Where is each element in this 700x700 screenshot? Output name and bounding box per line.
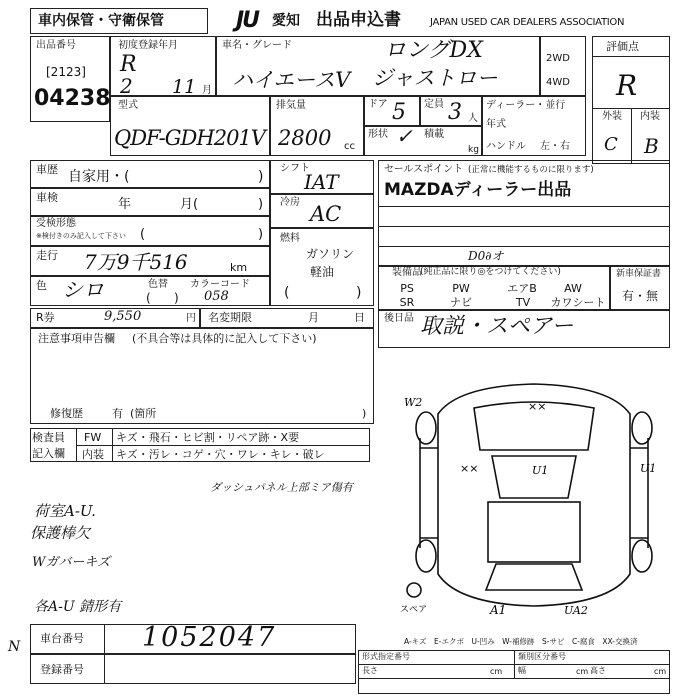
note-dash: ダッシュパネル上部ミア傷有	[210, 481, 353, 494]
rating-interior: B	[644, 134, 659, 158]
doors-value: 5	[392, 100, 406, 125]
registration-label: 登録番号	[40, 663, 84, 676]
namechange-day: 日	[354, 311, 365, 324]
dims-len-label: 長さ	[362, 666, 378, 675]
note-line4: 各A-U 錆形有	[34, 599, 122, 615]
note-line1: 荷室A-U.	[34, 502, 96, 520]
paint-open: (	[146, 291, 151, 305]
equip-navi: ナビ	[450, 296, 472, 309]
footer-marker: N	[8, 639, 21, 655]
salespoint-label: セールスポイント	[384, 164, 464, 175]
vehicle-damage-diagram	[396, 378, 670, 614]
fuel-open: (	[284, 285, 290, 301]
fuel-label: 燃料	[280, 233, 300, 244]
notes-label: 注意事項申告欄	[38, 332, 115, 345]
history-label: 車歴	[36, 163, 58, 176]
dims-form-label: 形式指定番号	[362, 652, 410, 661]
dims-height-unit: cm	[654, 667, 667, 676]
diag-mark-u1a: U1	[532, 464, 549, 477]
notes-note: (不具合等は具体的に記入して下さい)	[132, 332, 317, 345]
dims-len-unit: cm	[490, 667, 503, 676]
dims-height-label: 高さ	[590, 666, 606, 675]
door-mark: D0∂オ	[468, 249, 504, 263]
namechange-month: 月	[308, 311, 319, 324]
diag-mark-xx1: ××	[528, 400, 547, 413]
rating-interior-label: 内装	[640, 111, 660, 122]
repair-detail: (箇所	[130, 407, 157, 420]
history-value: 自家用・(	[68, 169, 130, 185]
salespoint-note: (正常に機能するものに限ります)	[468, 165, 594, 175]
lot-number: 04238	[34, 86, 111, 111]
diag-mark-xx2: ××	[460, 462, 479, 475]
ju-logo: JU	[236, 8, 259, 33]
warranty-value: 有・無	[622, 289, 659, 303]
recycle-value: 9,550	[104, 309, 142, 324]
paint-close: )	[174, 291, 179, 305]
ac-value: AC	[310, 202, 342, 226]
inspector-interior-label: 内装	[82, 448, 104, 461]
history-close: )	[258, 169, 264, 185]
fuel-value: ガソリン	[306, 247, 355, 261]
dims-width-label: 幅	[518, 666, 526, 675]
damage-legend: A-キズ E-エクボ U-凹み W-補修跡 S-サビ C-腐食 XX-交換済	[404, 637, 638, 646]
equip-seat: カワシート	[550, 296, 606, 309]
equipment-label: 装備品	[392, 267, 422, 278]
chassis-label: 車台番号	[40, 632, 84, 645]
diag-mark-u1b: U1	[640, 462, 657, 475]
namechange-label: 名変期限	[208, 311, 252, 324]
car-grade-line1: ロングDX	[384, 38, 483, 63]
repair-close: )	[362, 407, 367, 420]
postfitted-value: 取説・スペアー	[420, 314, 574, 339]
chassis-value: 1052047	[142, 622, 277, 653]
inspection-label: 車検	[36, 191, 58, 204]
car-grade-line2: ジャストロー	[372, 66, 498, 90]
shape-label: 形状	[368, 129, 388, 140]
inspector-label1: 検査員	[32, 431, 65, 444]
equip-airbag: エアB	[507, 282, 537, 295]
repair-label: 修復歴	[50, 407, 83, 420]
equip-pw: PW	[452, 282, 470, 295]
dealer-label: ディーラー・並行	[486, 100, 566, 111]
diag-spare-label: スペア	[400, 605, 428, 614]
displacement-unit: cc	[344, 141, 355, 152]
shape-check: ✓	[396, 124, 413, 148]
colorcode-value: 058	[204, 289, 229, 304]
regform-label: 受検形態	[36, 218, 76, 229]
doors-label: ドア	[368, 99, 388, 110]
equip-tv: TV	[515, 296, 531, 309]
lot-bracket: [2123]	[46, 65, 86, 79]
note-line2: 保護棒欠	[30, 524, 91, 542]
note-line3: Wガバーキズ	[32, 555, 111, 570]
mileage-value: 7万9千516	[84, 250, 188, 274]
equipment-note: (純正品に限り◎をつけてください)	[420, 267, 561, 277]
inspector-fw-items: キズ・飛石・ヒビ割・リペア跡・X要	[116, 431, 300, 444]
rating-exterior-label: 外装	[602, 111, 622, 122]
load-label: 積載	[424, 129, 444, 140]
form-title: 出品申込書	[316, 10, 401, 30]
capacity-label: 定員	[424, 99, 444, 110]
rating-label: 評価点	[606, 40, 639, 53]
diag-mark-ua2: UA2	[564, 604, 588, 614]
storage-label: 車内保管・守衛保管	[38, 13, 164, 29]
inspection-month: 月(	[180, 197, 199, 212]
regform-note: ※検付きのみ記入して下さい	[36, 232, 126, 240]
equip-aw: AW	[564, 282, 582, 295]
inspector-label2: 記入欄	[32, 447, 65, 460]
regform-close: )	[258, 227, 264, 242]
equip-ps: PS	[400, 282, 414, 295]
diag-mark-a1: A1	[490, 603, 507, 614]
first-reg-month-unit: 月	[202, 85, 212, 96]
capacity-unit: 人	[468, 113, 478, 124]
shift-value: IAT	[304, 170, 339, 194]
color-value: シロ	[62, 278, 104, 302]
colorcode-label: カラーコード	[190, 279, 250, 290]
mileage-unit: km	[230, 261, 248, 274]
regform-open: (	[140, 227, 146, 242]
car-name-value: ハイエースV	[232, 68, 351, 92]
fuel-close: )	[356, 285, 362, 301]
history-box	[30, 160, 270, 188]
repair-value: 有	[112, 407, 123, 420]
year-label: 年式	[486, 119, 506, 130]
dims-class-label: 類別区分番号	[518, 652, 566, 661]
drive-4wd: 4WD	[546, 77, 570, 88]
recycle-label: R券	[36, 311, 55, 324]
handle-value: 左・右	[540, 141, 570, 152]
inspector-fw-label: FW	[84, 431, 102, 444]
rating-exterior: C	[604, 134, 618, 155]
equip-sr: SR	[399, 296, 415, 309]
dims-width-unit: cm	[576, 667, 589, 676]
mileage-label: 走行	[36, 249, 58, 262]
first-reg-era: R	[120, 52, 137, 77]
inspection-close: )	[258, 197, 264, 212]
model-value: QDF-GDH201V	[114, 126, 265, 150]
paint-label: 色替	[148, 279, 168, 290]
shift-label: シフト	[280, 163, 310, 174]
color-label: 色	[36, 279, 47, 292]
car-name-label: 車名・グレード	[222, 40, 292, 51]
diag-mark-w2: W2	[404, 396, 423, 409]
drive-2wd: 2WD	[546, 53, 570, 64]
first-reg-month: 11	[172, 76, 197, 98]
lot-label: 出品番号	[36, 40, 76, 51]
load-unit: kg	[468, 145, 479, 155]
recycle-unit: 円	[186, 313, 196, 324]
model-label: 型式	[118, 100, 138, 111]
first-reg-year: 2	[120, 74, 133, 98]
postfitted-label: 後日品	[384, 313, 414, 324]
inspection-box	[30, 188, 270, 216]
displacement-label: 排気量	[276, 100, 306, 111]
english-title: JAPAN USED CAR DEALERS ASSOCIATION	[430, 17, 625, 28]
ac-label: 冷房	[280, 197, 300, 208]
salespoint-box	[378, 160, 670, 266]
rating-overall: R	[616, 69, 638, 102]
capacity-value: 3	[448, 100, 462, 125]
displacement-value: 2800	[278, 126, 332, 150]
org-name: 愛知	[272, 13, 300, 29]
fuel-alt: 軽油	[310, 265, 335, 279]
warranty-label: 新車保証書	[616, 269, 662, 279]
first-reg-label: 初度登録年月	[118, 40, 178, 51]
salespoint-value: MAZDAディーラー出品	[384, 180, 572, 200]
handle-label: ハンドル	[486, 141, 526, 152]
inspection-year: 年	[118, 197, 132, 212]
inspector-interior-items: キズ・汚レ・コゲ・穴・ワレ・キレ・破レ	[116, 448, 325, 461]
